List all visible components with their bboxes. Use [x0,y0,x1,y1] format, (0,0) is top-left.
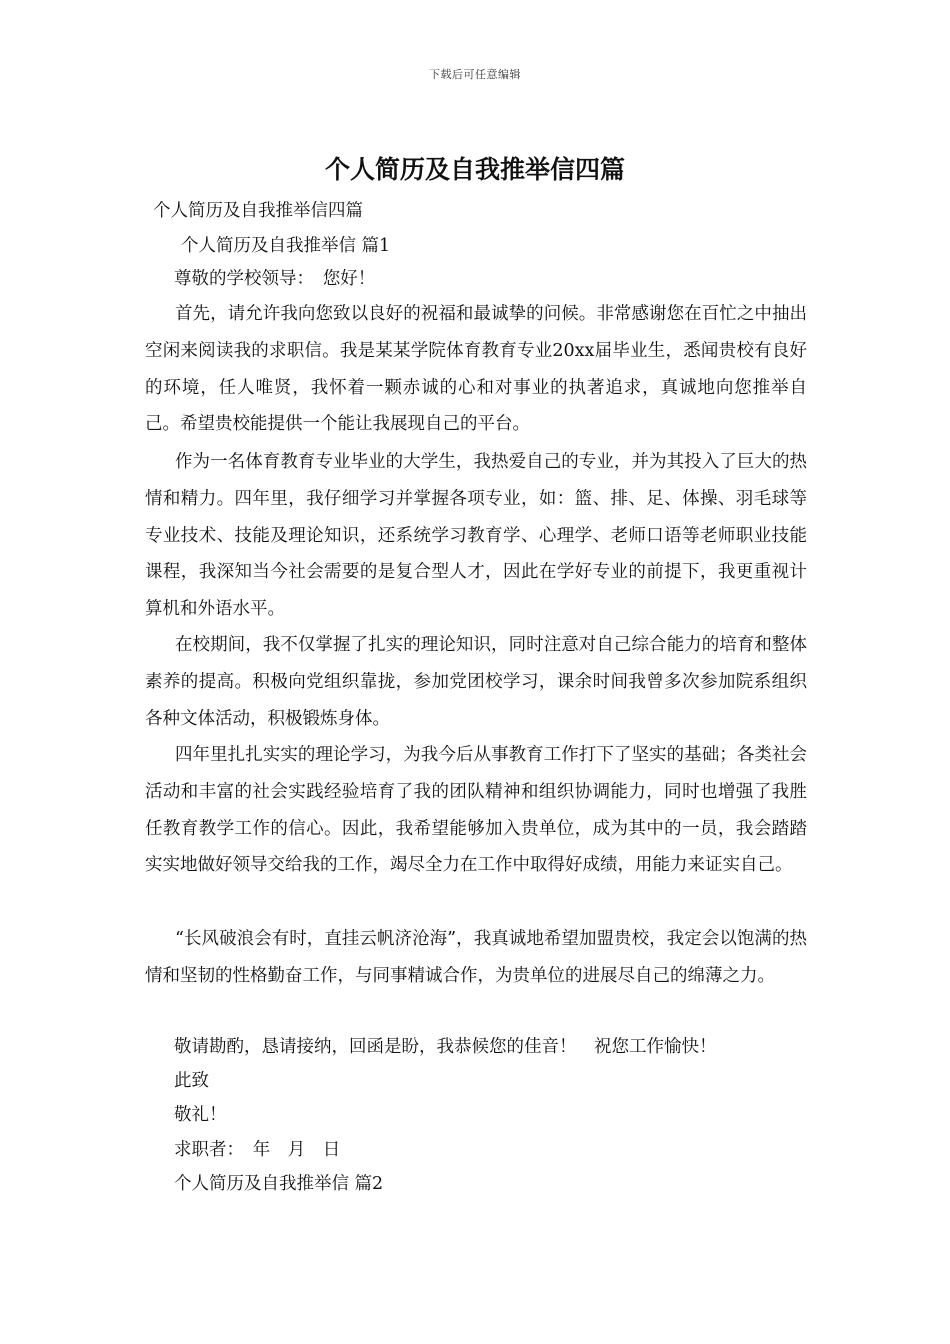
body-paragraph: 作为一名体育教育专业毕业的大学生，我热爱自己的专业，并为其投入了巨大的热情和精力。四年里，我仔细学习并掌握各项专业，如：篮、排、足、体操、羽毛球等专业技术、技能及理论知识，还系统学习教育学、心理学、老师口语等老师职业技能课程，我深知当今社会需要的是复合型人才，因此在学好专业的前提下，我更重视计算机和外语水平。 [145,452,807,620]
document-title: 个人简历及自我推举信四篇 [324,155,625,184]
closing-line: 敬请勘酌，恳请接纳，回函是盼，我恭候您的佳音！ 祝您工作愉快！ [174,1037,717,1057]
body-paragraph: 四年里扎扎实实的理论学习，为我今后从事教育工作打下了坚实的基础；各类社会活动和丰富的社会实践经验培育了我的团队精神和组织协调能力，同时也增强了我胜任教育教学工作的信心。因此，我希望能够加入贵单位，成为其中的一员，我会踏踏实实地做好领导交给我的工作，竭尽全力在工作中取得好成绩，用能力来证实自己。 [145,745,807,876]
letter-greeting: 尊敬的学校领导： 您好！ [174,269,376,289]
header-note: 下载后可任意编辑 [429,68,521,81]
body-paragraph: “长风破浪会有时，直挂云帆济沧海”，我真诚地希望加盟贵校，我定会以饱满的热情和坚韧的性格勤奋工作，与同事精诚合作，为贵单位的进展尽自己的绵薄之力。 [145,929,807,986]
body-paragraph: 在校期间，我不仅掌握了扎实的理论知识，同时注意对自己综合能力的培育和整体素养的提高。积极向党组织靠拢，参加党团校学习，课余时间我曾多次参加院系组织各种文体活动，积极锻炼身体。 [145,635,807,729]
closing-jingli: 敬礼！ [174,1105,227,1125]
section2-heading: 个人简历及自我推举信 篇2 [174,1174,384,1194]
section1-heading: 个人简历及自我推举信 篇1 [181,236,391,256]
document-subtitle: 个人简历及自我推举信四篇 [153,201,363,221]
closing-zhici: 此致 [174,1071,209,1091]
signature-line: 求职者： 年 月 日 [174,1140,341,1160]
body-paragraph: 首先，请允许我向您致以良好的祝福和最诚挚的问候。非常感谢您在百忙之中抽出空闲来阅读我的求职信。我是某某学院体育教育专业20xx届毕业生，悉闻贵校有良好的环境，任人唯贤，我怀着一颗赤诚的心和对事业的执著追求，真诚地向您推举自己。希望贵校能提供一个能让我展现自己的平台。 [145,304,807,435]
